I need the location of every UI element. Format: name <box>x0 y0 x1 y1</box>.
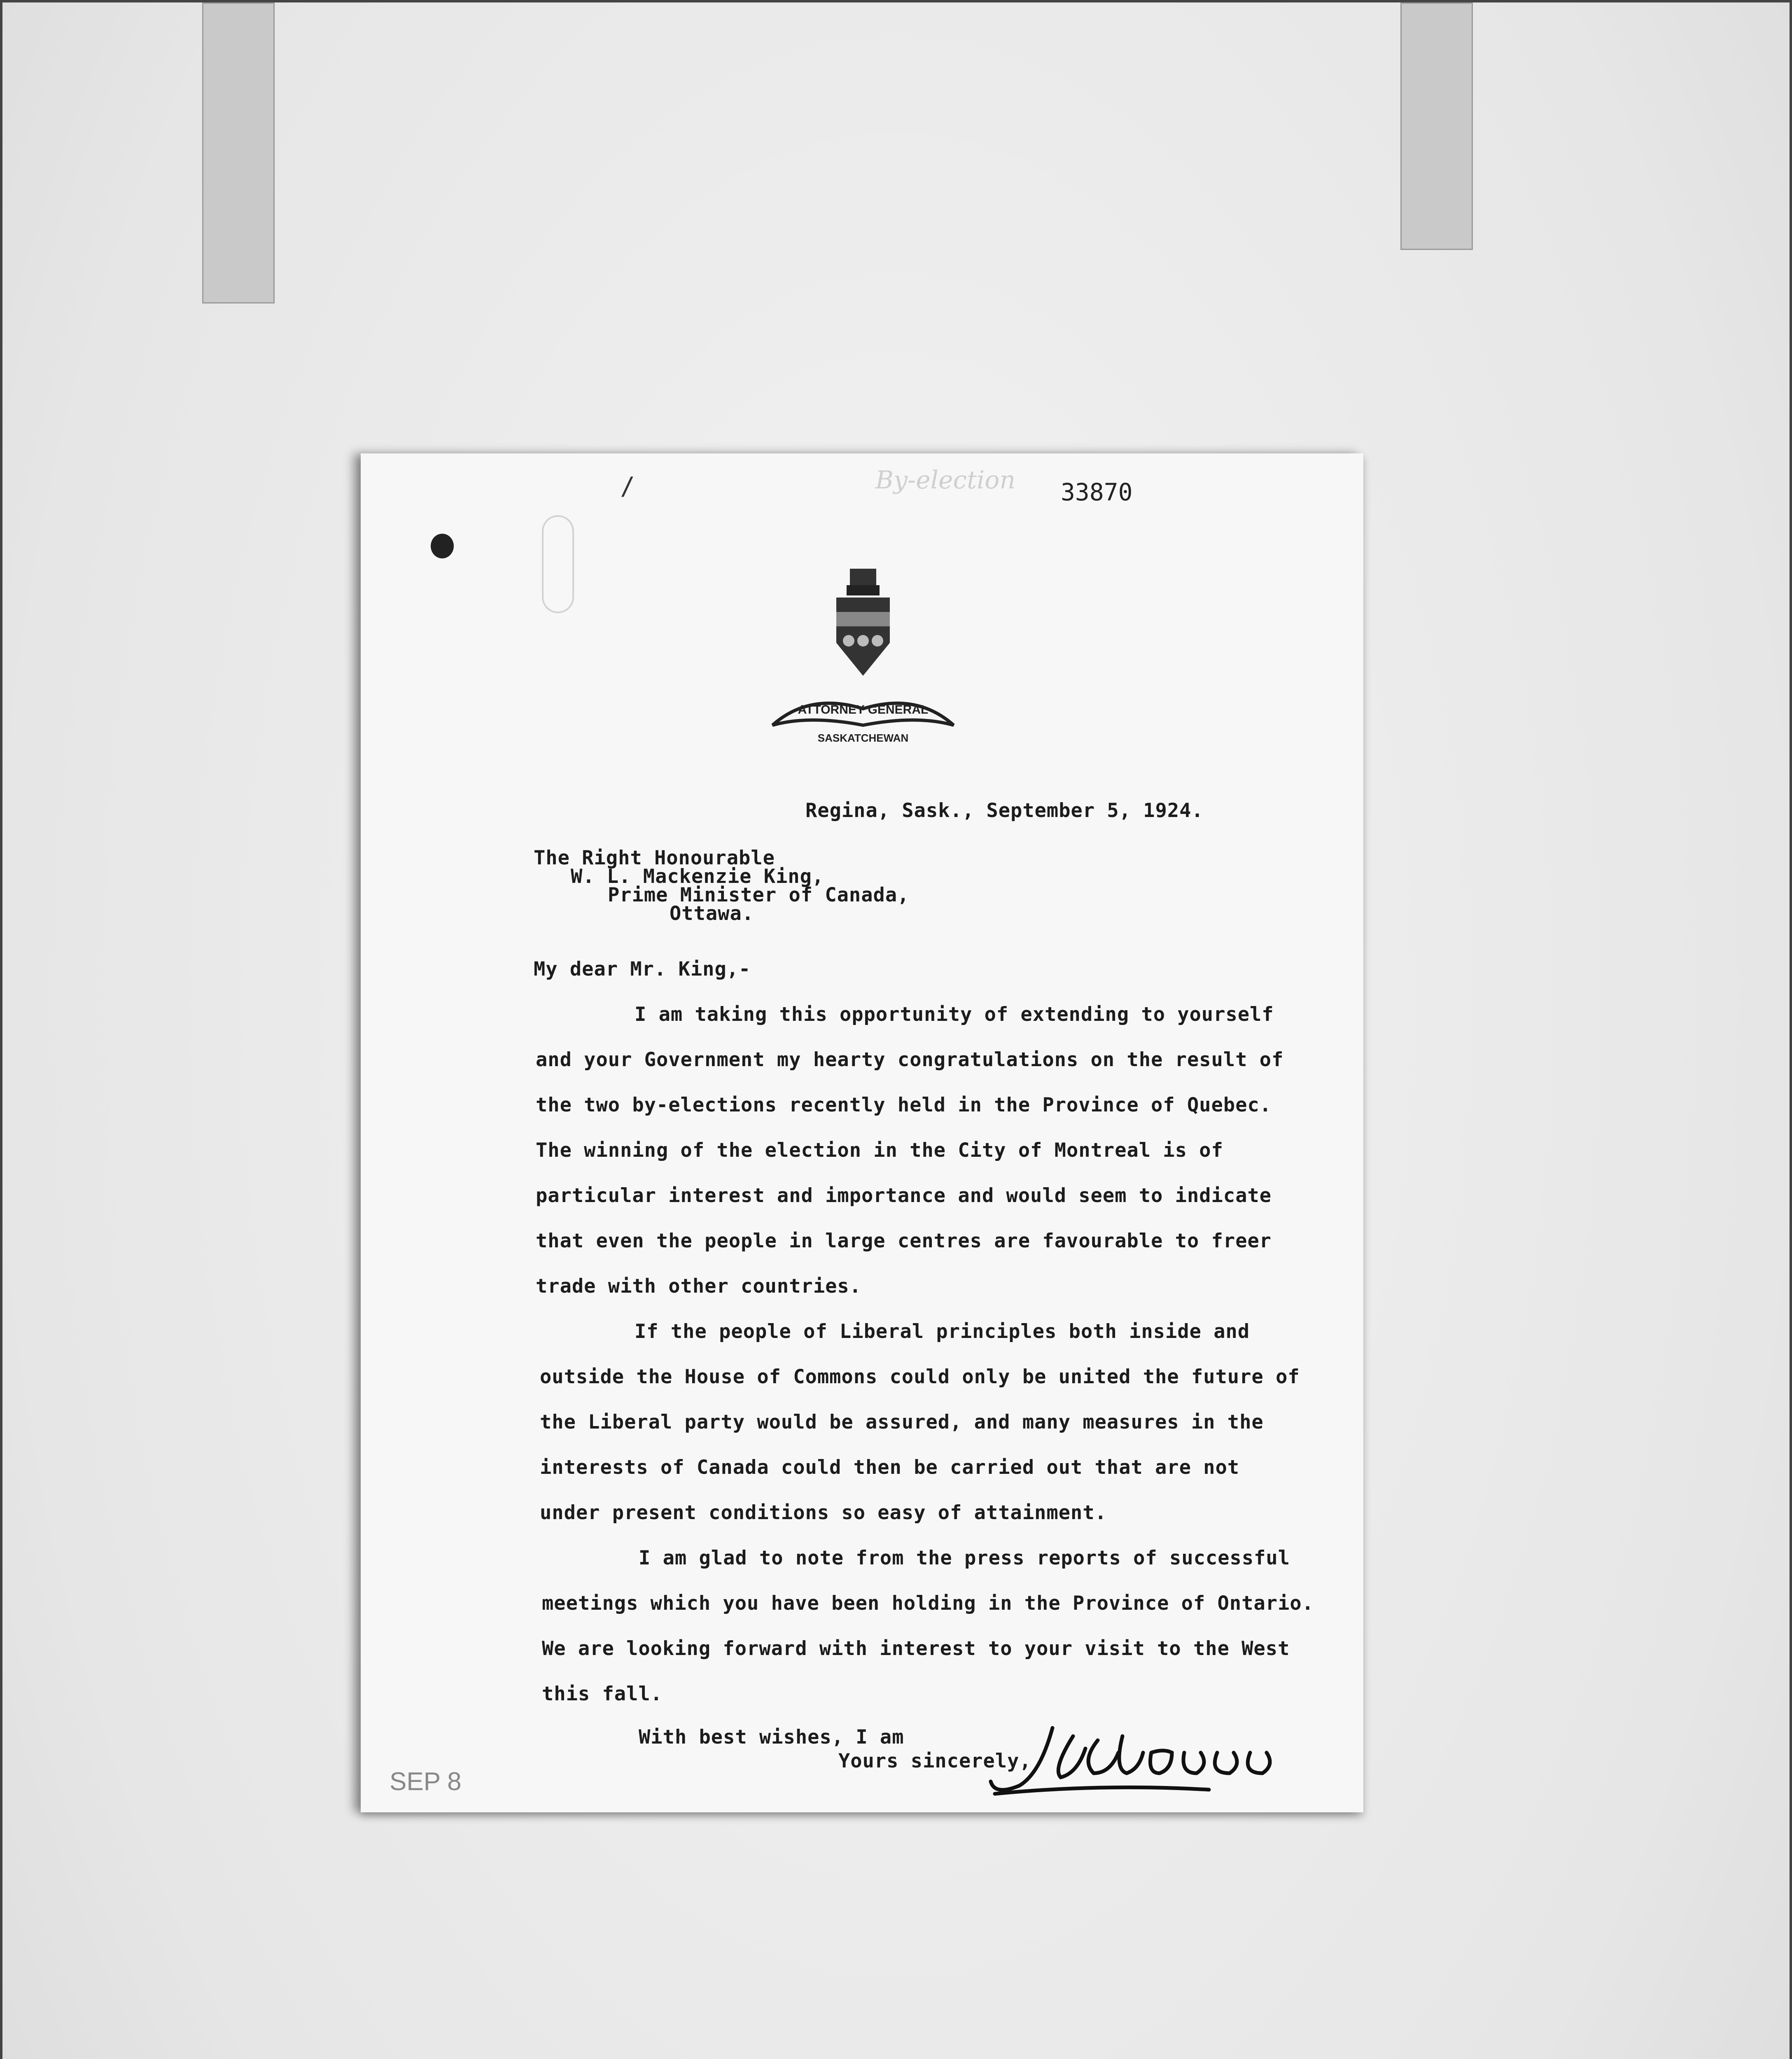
body-line: trade with other countries. <box>536 1275 862 1298</box>
body-line: the Liberal party would be assured, and many measures in the <box>540 1411 1264 1433</box>
closing-line: Yours sincerely, <box>838 1750 1031 1772</box>
address-line: Ottawa. <box>670 902 754 925</box>
address-line: The Right Honourable <box>534 847 775 869</box>
file-number: 33870 <box>1061 478 1133 506</box>
body-line: under present conditions so easy of attainment. <box>540 1501 1107 1524</box>
tape-top-right <box>1400 2 1473 250</box>
body-line: If the people of Liberal principles both inside and <box>635 1320 1250 1343</box>
dateline: Regina, Sask., September 5, 1924. <box>805 799 1204 822</box>
body-line: I am glad to note from the press reports of successful <box>639 1547 1290 1569</box>
address-line: Prime Minister of Canada, <box>608 884 910 906</box>
pencil-note: By-election <box>875 466 1016 495</box>
paper-clip-mark <box>542 515 574 613</box>
crest-emblem <box>760 552 966 758</box>
body-line: outside the House of Commons could only be united the future of <box>540 1366 1300 1388</box>
body-line: particular interest and importance and would seem to indicate <box>536 1184 1272 1207</box>
body-line: and your Government my hearty congratulations on the result of <box>536 1048 1284 1071</box>
body-line: meetings which you have been holding in the Province of Ontario. <box>542 1592 1314 1615</box>
punch-hole <box>431 534 454 558</box>
body-line: We are looking forward with interest to your visit to the West <box>542 1637 1290 1660</box>
tick-mark: / <box>620 472 635 501</box>
body-line: interests of Canada could then be carried out that are not <box>540 1456 1240 1479</box>
body-line: I am taking this opportunity of extending to yourself <box>635 1003 1274 1026</box>
address-line: W. L. Mackenzie King, <box>571 865 824 888</box>
body-line: this fall. <box>542 1683 663 1705</box>
closing-line: With best wishes, I am <box>639 1726 904 1749</box>
letter-page <box>361 453 1363 1812</box>
tape-top-left <box>202 2 275 303</box>
letterhead-line1: ATTORNEY GENERAL <box>798 703 929 717</box>
signature <box>978 1711 1300 1802</box>
crown-icon <box>850 569 876 585</box>
body-line: The winning of the election in the City of Montreal is of <box>536 1139 1223 1162</box>
received-stamp: SEP 8 <box>390 1767 462 1796</box>
body-line: that even the people in large centres are favourable to freer <box>536 1230 1272 1252</box>
salutation: My dear Mr. King,- <box>534 958 751 980</box>
letterhead-line2: SASKATCHEWAN <box>817 732 909 744</box>
body-line: the two by-elections recently held in the Province of Quebec. <box>536 1094 1272 1116</box>
